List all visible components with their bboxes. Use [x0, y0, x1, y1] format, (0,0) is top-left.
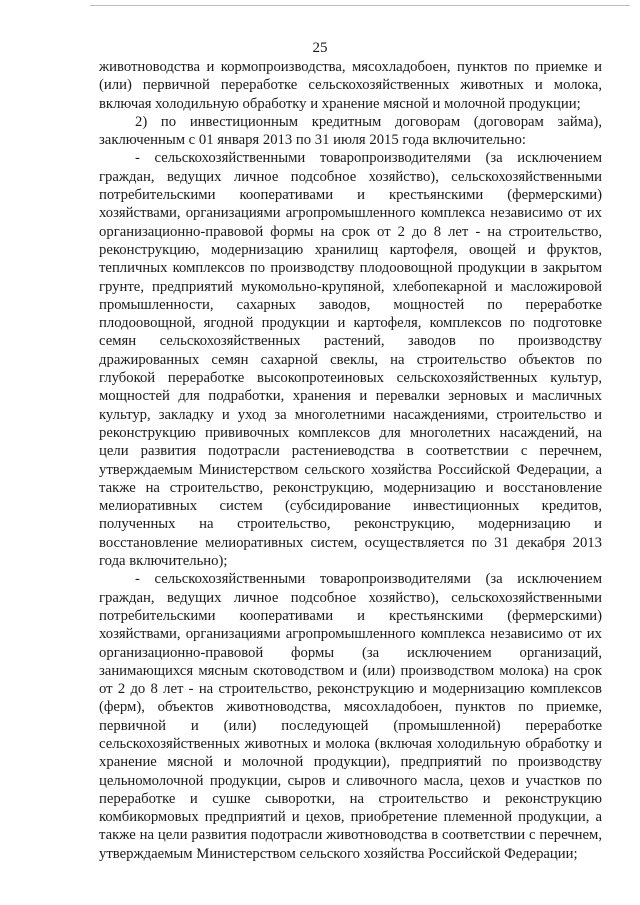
- page-number: 25: [312, 40, 328, 56]
- paragraph-3: - сельскохозяйственными товаропроизводителями (за исключением граждан, ведущих личное подсобное хозяйство), сельскохозяйственными потребительскими кооперативами и крестьянскими (фермерскими) хозяйствами, организациями агропромышленного комплекса независимо от их организационно-правовой формы на срок от 2 до 8 лет - на строительство, реконструкцию, модернизацию хранилищ картофеля, овощей и фруктов, тепличных комплексов по производству плодоовощной продукции в закрытом грунте, предприятий мукомольно-крупяной, хлебопекарной и масложировой промышленности, сахарных заводов, мощностей по переработке плодоовощной, ягодной продукции и картофеля, комплексов по подготовке семян сельскохозяйственных растений, заводов по производству дражированных семян сахарной свеклы, на строительство объектов по глубокой переработке высокопротеиновых сельскохозяйственных культур, мощностей для подработки, хранения и перевалки зерновых и масличных культур, закладку и уход за многолетними насаждениями, строительство и реконструкцию прививочных комплексов для многолетних насаждений, на цели развития подотрасли растениеводства в соответствии с перечнем, утверждаемым Министерством сельского хозяйства Российской Федерации, а также на строительство, реконструкцию, модернизацию и восстановление мелиоративных систем (субсидирование инвестиционных кредитов, полученных на строительство, реконструкцию, модернизацию и восстановление мелиоративных систем, осуществляется по 31 декабря 2013 года включительно);: [99, 150, 602, 570]
- document-body: [99, 58, 602, 863]
- paragraph-2: 2) по инвестиционным кредитным договорам (договорам займа), заключенным с 01 января 2013 по 31 июля 2015 года включительно:: [99, 113, 602, 149]
- paragraph-4: - сельскохозяйственными товаропроизводителями (за исключением граждан, ведущих личное подсобное хозяйство), сельскохозяйственными потребительскими кооперативами и крестьянскими (фермерскими) хозяйствами, организациями агропромышленного комплекса независимо от их организационно-правовой формы (за исключением организаций, занимающихся мясным скотоводством и (или) производством молока) на срок от 2 до 8 лет - на строительство, реконструкцию и модернизацию комплексов (ферм), объектов животноводства, мясохладобоен, пунктов по приемке, первичной и (или) последующей (промышленной) переработке сельскохозяйственных животных и молока (включая холодильную обработку и хранение мясной и молочной продукции), предприятий по производству цельномолочной продукции, сыров и сливочного масла, цехов и участков по переработке и сушке сыворотки, на строительство и реконструкцию комбикормовых предприятий и цехов, приобретение племенной продукции, а также на цели развития подотрасли животноводства в соответствии с перечнем, утверждаемым Министерством сельского хозяйства Российской Федерации;: [99, 571, 602, 862]
- paragraph-1: животноводства и кормопроизводства, мясохладобоен, пунктов по приемке и (или) первичной переработке сельскохозяйственных животных и молока, включая холодильную обработку и хранение мясной и молочной продукции;: [99, 59, 602, 112]
- top-border-line: [90, 5, 630, 6]
